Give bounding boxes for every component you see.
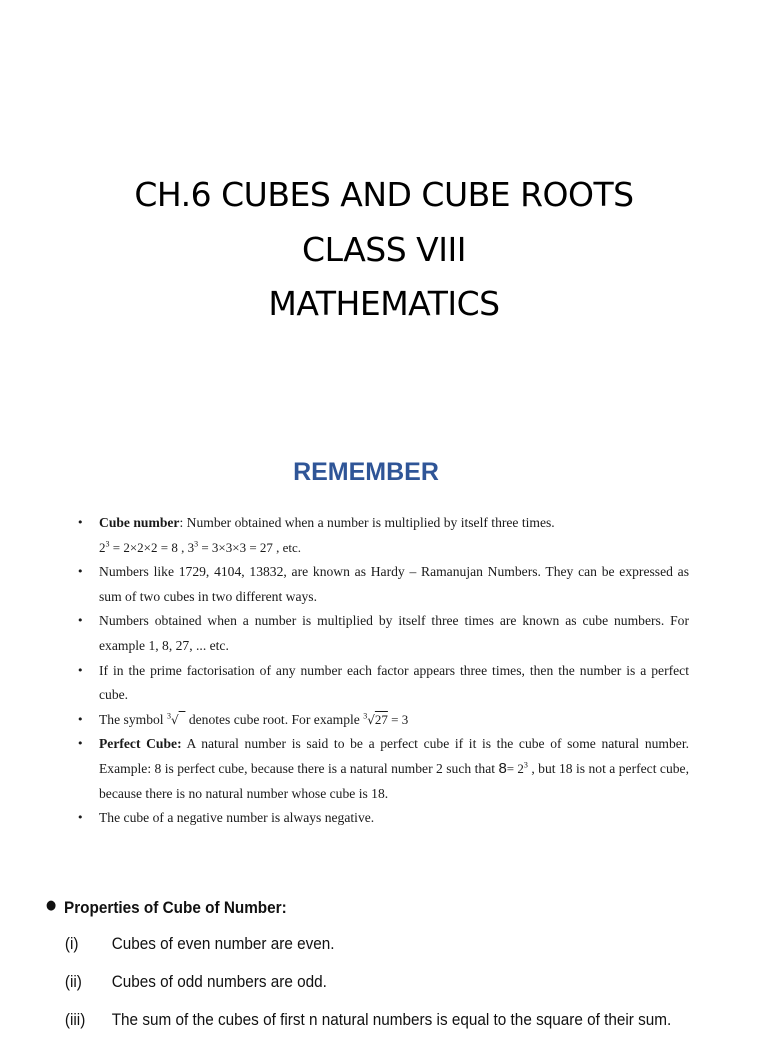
list-item: • Numbers like 1729, 4104, 13832, are known as Hardy – Ramanujan Numbers. They can be expressed as sum of two cubes in two different ways. — [99, 560, 689, 609]
chapter-title: CH.6 CUBES AND CUBE ROOTS — [134, 175, 634, 214]
root-index: 3 — [166, 711, 171, 721]
property-text: Cubes of odd numbers are odd. — [111, 972, 327, 991]
list-item: • If in the prime factorisation of any number each factor appears three times, then the number is a perfect cube. — [99, 659, 689, 708]
list-item: • The cube of a negative number is always negative. — [99, 806, 689, 831]
remember-heading: REMEMBER — [293, 458, 439, 486]
properties-heading: ● Properties of Cube of Number: — [46, 898, 287, 917]
class-title: CLASS VIII — [302, 230, 466, 269]
cube-example: $2^3 = 2\times 2\times 2 = 8$ , $3^3 = 3\times 3\times 3 = 27$ , etc. — [99, 539, 302, 555]
definition-text: : Number obtained when a number is multiplied by itself three times. — [179, 515, 555, 530]
list-item: • The symbol $^3$√ denotes cube root. For example $^3$√27 = 3 — [99, 708, 689, 733]
property-number: (i) — [64, 934, 79, 953]
subject-title: MATHEMATICS — [268, 284, 500, 323]
property-item — [46, 972, 676, 1010]
document-title — [0, 168, 768, 331]
property-text: Cubes of even number are even. — [111, 934, 335, 953]
properties-section — [46, 898, 746, 1048]
term-label: Cube number — [99, 515, 180, 530]
property-number: (iii) — [64, 1010, 86, 1029]
equation-left: 8 — [498, 759, 507, 777]
bullet-icon: ● — [46, 898, 57, 913]
term-label: Perfect Cube: — [99, 736, 182, 752]
root-symbol: √ — [170, 712, 179, 727]
remember-list — [99, 511, 689, 831]
example-root-symbol: √ — [367, 712, 375, 727]
list-item: • Numbers obtained when a number is multiplied by itself three times are known as cube numbers. For example 1, 8, 27, ... etc. — [99, 609, 689, 658]
property-number: (ii) — [64, 972, 82, 991]
list-item — [99, 511, 689, 560]
property-item — [46, 934, 676, 972]
example-root-index: 3 — [363, 711, 368, 721]
example-radicand: 27 — [374, 711, 388, 727]
property-item — [46, 1010, 676, 1048]
list-item: • Perfect Cube: A natural number is said to be a perfect cube if it is the cube of some natural number. Example: 8 is perfect cube, because there is a natural number 2 such that $8= 2^3$ , but 18 is not a perfect cube, because there is no natural number whose cube is 18. — [99, 732, 689, 806]
property-text: The sum of the cubes of first n natural numbers is equal to the square of their sum. — [111, 1010, 672, 1029]
